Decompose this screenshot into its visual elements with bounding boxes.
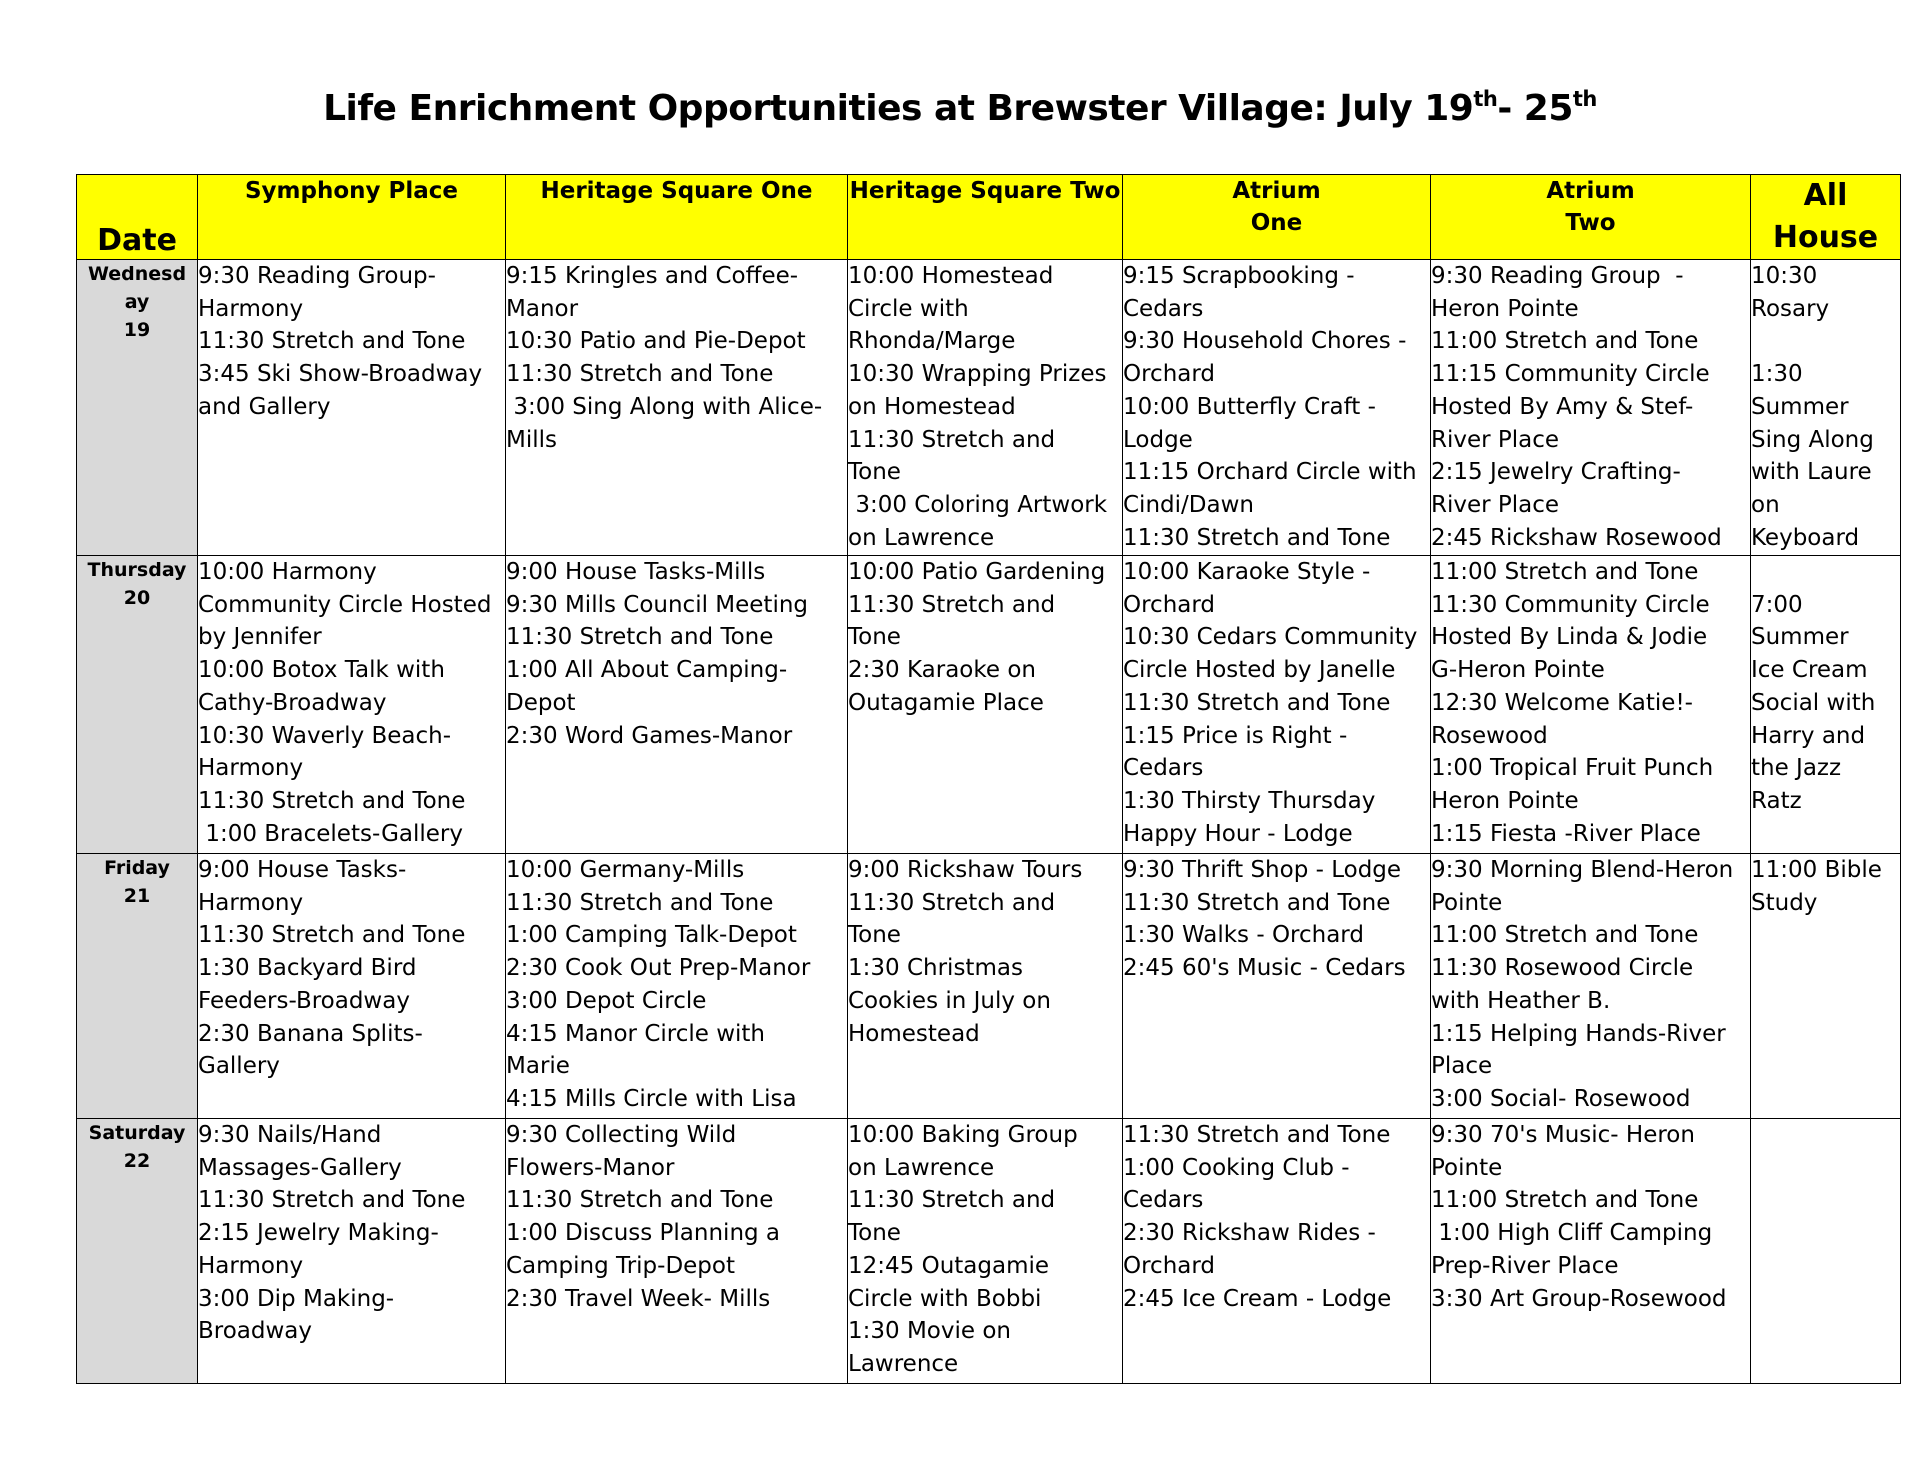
activity-line: 10:00 Baking Group	[848, 1122, 1078, 1148]
activity-line: 2:30 Travel Week- Mills	[506, 1285, 771, 1312]
day-label: Thursday	[87, 559, 187, 581]
activity-line: Heron Pointe	[1431, 787, 1579, 814]
header-row	[77, 175, 1901, 260]
heritage-square-one-cell	[506, 854, 848, 1119]
activity-line: Tone	[848, 1220, 901, 1247]
day-cell	[77, 556, 198, 854]
activity-line	[1751, 325, 1900, 358]
activity-line: 1:15 Fiesta -River Place	[1431, 820, 1701, 847]
activity-line: Depot	[506, 689, 576, 716]
atrium-one-cell	[1123, 260, 1431, 556]
activity-line: 10:00 Patio Gardening	[848, 559, 1106, 585]
activity-line: Lawrence	[848, 1350, 959, 1377]
activity-line: with Heather B.	[1431, 987, 1611, 1014]
activity-line: Orchard	[1123, 1252, 1216, 1279]
symphony-place-cell	[198, 1119, 506, 1384]
activity-line: 10:30	[1751, 263, 1818, 289]
activity-line: Summer	[1751, 393, 1849, 420]
activity-line: 9:00 Rickshaw Tours	[848, 857, 1083, 883]
heritage-square-two-cell	[848, 854, 1123, 1119]
header-atrium-one-line1: Atrium	[1232, 178, 1321, 204]
activity-line: 10:30 Waverly Beach-	[198, 722, 452, 749]
activity-line: 10:00 Homestead	[848, 263, 1054, 289]
activity-line: Tone	[848, 624, 901, 651]
day-cell	[77, 1119, 198, 1384]
atrium-two-cell	[1431, 1119, 1751, 1384]
activity-line: Tone	[848, 459, 901, 486]
activity-line: and Gallery	[198, 393, 331, 420]
activity-line: 1:30	[1751, 361, 1803, 388]
atrium-two-cell	[1431, 854, 1751, 1119]
all-house-cell	[1751, 556, 1901, 854]
activity-line: 9:30 Reading Group-	[198, 263, 436, 289]
day-label: ay	[124, 291, 150, 313]
activity-line: Cedars	[1123, 295, 1204, 322]
day-cell	[77, 260, 198, 556]
activity-line: 9:00 House Tasks-Mills	[506, 559, 766, 585]
header-atrium-one-line2: One	[1250, 210, 1303, 236]
activity-line: 1:30 Walks - Orchard	[1123, 922, 1364, 949]
activity-line: 11:30 Stretch and Tone	[1123, 524, 1391, 551]
activity-line: Camping Trip-Depot	[506, 1252, 736, 1279]
schedule-row	[77, 1119, 1901, 1384]
activity-line: 3:30 Art Group-Rosewood	[1431, 1285, 1727, 1312]
title-sup-end: th	[1572, 87, 1597, 111]
activity-line: 11:30 Stretch and Tone	[506, 624, 774, 651]
day-cell	[77, 854, 198, 1119]
activity-line: 9:30 Household Chores -	[1123, 328, 1407, 355]
activity-line: Happy Hour - Lodge	[1123, 820, 1353, 847]
activity-line: Keyboard	[1751, 524, 1860, 551]
header-atrium-two-line1: Atrium	[1546, 178, 1635, 204]
activity-line: 2:15 Jewelry Making-	[198, 1220, 439, 1247]
activity-line: 11:30 Community Circle	[1431, 591, 1710, 618]
activity-line: 1:30 Thirsty Thursday	[1123, 787, 1376, 814]
day-label: 19	[123, 319, 151, 341]
activity-line: 1:00 Discuss Planning a	[506, 1220, 781, 1247]
schedule-body	[77, 260, 1901, 1384]
activity-line: Pointe	[1431, 1154, 1503, 1181]
activity-line: 3:00 Dip Making-	[198, 1285, 395, 1312]
activity-line: River Place	[1431, 491, 1560, 518]
activity-line: on Lawrence	[848, 524, 995, 551]
activity-line: 11:30 Stretch and Tone	[506, 1187, 774, 1214]
activity-line: Circle Hosted by Janelle	[1123, 657, 1396, 684]
all-house-cell	[1751, 260, 1901, 556]
activity-line: 1:00 Bracelets-Gallery	[198, 820, 463, 847]
activity-line: Heron Pointe	[1431, 295, 1579, 322]
activity-line: Harmony	[198, 295, 304, 322]
symphony-place-cell	[198, 260, 506, 556]
activity-line: Social with	[1751, 689, 1876, 716]
activity-line: 1:00 Cooking Club -	[1123, 1154, 1350, 1181]
activity-line: Hosted By Linda & Jodie	[1431, 624, 1708, 651]
activity-line: Tone	[848, 922, 901, 949]
activity-line: 1:00 High Cliff Camping	[1431, 1220, 1713, 1247]
atrium-one-cell	[1123, 854, 1431, 1119]
activity-line: 10:00 Germany-Mills	[506, 857, 745, 883]
activity-line: 11:30 Stretch and	[848, 591, 1056, 618]
activity-line: 9:30 70's Music- Heron	[1431, 1122, 1695, 1148]
header-heritage-square-one: Heritage Square One	[506, 175, 848, 260]
activity-line: 11:30 Stretch and Tone	[1123, 889, 1391, 916]
activity-line: Rosary	[1751, 295, 1830, 322]
activity-line: 9:30 Mills Council Meeting	[506, 591, 809, 618]
activity-line: 2:30 Banana Splits-	[198, 1020, 423, 1047]
heritage-square-one-cell	[506, 556, 848, 854]
day-label: Saturday	[88, 1122, 186, 1144]
activity-line: 11:00 Bible	[1751, 857, 1882, 883]
activity-line: Harry and	[1751, 722, 1866, 749]
activity-line: Orchard	[1123, 591, 1216, 618]
activity-line: Ratz	[1751, 787, 1802, 814]
header-atrium-two	[1431, 175, 1751, 260]
day-label: 20	[123, 587, 151, 609]
activity-line: 2:45 Ice Cream - Lodge	[1123, 1285, 1392, 1312]
activity-line: 12:45 Outagamie	[848, 1252, 1050, 1279]
atrium-two-cell	[1431, 556, 1751, 854]
day-label: Wednesd	[87, 263, 187, 285]
activity-line: 10:30 Wrapping Prizes	[848, 361, 1107, 388]
activity-line: Homestead	[848, 1020, 980, 1047]
activity-line: 10:00 Harmony	[198, 559, 377, 585]
activity-line: 2:15 Jewelry Crafting-	[1431, 459, 1681, 486]
activity-line: 4:15 Manor Circle with	[506, 1020, 766, 1047]
activity-line: 9:15 Kringles and Coffee-	[506, 263, 799, 289]
activity-line: 9:30 Nails/Hand	[198, 1122, 382, 1148]
page-title	[0, 88, 1920, 129]
activity-line: 2:45 60's Music - Cedars	[1123, 955, 1406, 982]
activity-line: 1:15 Price is Right -	[1123, 722, 1348, 749]
activity-line: 11:00 Stretch and Tone	[1431, 328, 1699, 355]
activity-line: 11:30 Stretch and Tone	[198, 787, 466, 814]
atrium-two-cell	[1431, 260, 1751, 556]
activity-line: 2:30 Rickshaw Rides -	[1123, 1220, 1376, 1247]
activity-line: 1:30 Backyard Bird	[198, 955, 417, 982]
activity-line: Flowers-Manor	[506, 1154, 675, 1181]
activity-line: the Jazz	[1751, 755, 1842, 782]
activity-line: Broadway	[198, 1318, 313, 1345]
activity-line: 11:00 Stretch and Tone	[1431, 559, 1699, 585]
activity-line: 9:00 House Tasks-	[198, 857, 407, 883]
activity-line: 9:30 Morning Blend-Heron	[1431, 857, 1734, 883]
header-symphony-place: Symphony Place	[198, 175, 506, 260]
heritage-square-two-cell	[848, 556, 1123, 854]
activity-line: Prep-River Place	[1431, 1252, 1619, 1279]
activity-line: Community Circle Hosted	[198, 591, 492, 618]
activity-line: Ice Cream	[1751, 657, 1868, 684]
activity-line: 9:30 Thrift Shop - Lodge	[1123, 857, 1402, 883]
activity-line: Outagamie Place	[848, 689, 1044, 716]
activity-line: Orchard	[1123, 361, 1216, 388]
activity-line: with Laure	[1751, 459, 1872, 486]
activity-line: 2:45 Rickshaw Rosewood	[1431, 524, 1722, 551]
atrium-one-cell	[1123, 556, 1431, 854]
activity-line: Lodge	[1123, 426, 1193, 453]
activity-line: 1:30 Movie on	[848, 1318, 1011, 1345]
activity-line: Sing Along	[1751, 426, 1874, 453]
activity-line: Gallery	[198, 1053, 280, 1080]
activity-line: by Jennifer	[198, 624, 322, 651]
activity-line: 1:00 Tropical Fruit Punch	[1431, 755, 1714, 782]
all-house-cell	[1751, 854, 1901, 1119]
activity-line: 1:30 Christmas	[848, 955, 1023, 982]
activity-line: 11:30 Stretch and Tone	[506, 361, 774, 388]
activity-line: 11:15 Orchard Circle with	[1123, 459, 1417, 486]
schedule-row	[77, 854, 1901, 1119]
activity-line: 2:30 Cook Out Prep-Manor	[506, 955, 811, 982]
activity-line: 9:30 Collecting Wild	[506, 1122, 737, 1148]
activity-line: 1:00 Camping Talk-Depot	[506, 922, 797, 949]
activity-line: 9:30 Reading Group -	[1431, 263, 1684, 289]
activity-line: 11:30 Stretch and Tone	[1123, 689, 1391, 716]
atrium-one-cell	[1123, 1119, 1431, 1384]
activity-line: on	[1751, 491, 1780, 518]
activity-line: Cedars	[1123, 755, 1204, 782]
activity-line: 1:15 Helping Hands-River	[1431, 1020, 1726, 1047]
heritage-square-two-cell	[848, 1119, 1123, 1384]
activity-line: 1:00 All About Camping-	[506, 657, 788, 684]
activity-line: 10:30 Patio and Pie-Depot	[506, 328, 806, 355]
activity-line: Harmony	[198, 1252, 304, 1279]
activity-line: 2:30 Word Games-Manor	[506, 722, 793, 749]
schedule-row	[77, 260, 1901, 556]
activity-line: Summer	[1751, 624, 1849, 651]
activity-line: Circle with Bobbi	[848, 1285, 1042, 1312]
all-house-cell	[1751, 1119, 1901, 1384]
activity-line: 3:45 Ski Show-Broadway	[198, 361, 483, 388]
header-all-house-line2: House	[1772, 220, 1879, 255]
activity-line: River Place	[1431, 426, 1560, 453]
symphony-place-cell	[198, 854, 506, 1119]
header-all-house	[1751, 175, 1901, 260]
activity-line: 11:00 Stretch and Tone	[1431, 1187, 1699, 1214]
activity-line: Hosted By Amy & Stef-	[1431, 393, 1694, 420]
symphony-place-cell	[198, 556, 506, 854]
header-heritage-square-two: Heritage Square Two	[848, 175, 1123, 260]
day-label: Friday	[104, 857, 170, 879]
activity-line: 11:30 Stretch and	[848, 426, 1056, 453]
activity-line: 10:00 Botox Talk with	[198, 657, 445, 684]
title-main: Life Enrichment Opportunities at Brewster Village: July 19	[323, 88, 1474, 129]
activity-line: Mills	[506, 426, 557, 453]
title-mid: - 25	[1497, 88, 1573, 129]
activity-line: 2:30 Karaoke on	[848, 657, 1036, 684]
activity-line: Circle with	[848, 295, 969, 322]
activity-line: Cedars	[1123, 1187, 1204, 1214]
activity-line: Cathy-Broadway	[198, 689, 387, 716]
activity-line	[1751, 556, 1900, 589]
activity-line: 7:00	[1751, 591, 1803, 618]
activity-line: Place	[1431, 1053, 1493, 1080]
activity-line: 11:00 Stretch and Tone	[1431, 922, 1699, 949]
activity-line: 3:00 Social- Rosewood	[1431, 1085, 1691, 1112]
activity-line: 11:30 Stretch and Tone	[506, 889, 774, 916]
activity-line: 11:30 Stretch and Tone	[198, 922, 466, 949]
activity-line: Rhonda/Marge	[848, 328, 1016, 355]
day-label: 21	[123, 885, 151, 907]
day-label: 22	[123, 1150, 151, 1172]
header-date: Date	[77, 175, 198, 260]
header-atrium-one	[1123, 175, 1431, 260]
title-sup-start: th	[1473, 87, 1498, 111]
activity-line: 11:30 Stretch and	[848, 1187, 1056, 1214]
activity-line: 11:30 Stretch and Tone	[1123, 1122, 1391, 1148]
activity-line: Rosewood	[1431, 722, 1548, 749]
activity-line: 3:00 Coloring Artwork	[848, 491, 1108, 518]
activity-line: Feeders-Broadway	[198, 987, 410, 1014]
activity-line: 11:30 Stretch and Tone	[198, 1187, 466, 1214]
activity-line: Manor	[506, 295, 579, 322]
activity-line: 11:30 Stretch and	[848, 889, 1056, 916]
activity-line: on Homestead	[848, 393, 1016, 420]
activity-line: Massages-Gallery	[198, 1154, 402, 1181]
activity-line: Harmony	[198, 755, 304, 782]
activity-line: Harmony	[198, 889, 304, 916]
activity-line: 9:15 Scrapbooking -	[1123, 263, 1355, 289]
activity-line: 10:30 Cedars Community	[1123, 624, 1418, 651]
activity-line: 3:00 Sing Along with Alice-	[506, 393, 823, 420]
activity-line: 3:00 Depot Circle	[506, 987, 707, 1014]
heritage-square-one-cell	[506, 260, 848, 556]
activity-line: 11:30 Stretch and Tone	[198, 328, 466, 355]
header-atrium-two-line2: Two	[1565, 210, 1616, 236]
activity-line: Pointe	[1431, 889, 1503, 916]
heritage-square-one-cell	[506, 1119, 848, 1384]
activity-line: 11:15 Community Circle	[1431, 361, 1710, 388]
activity-line: Cindi/Dawn	[1123, 491, 1254, 518]
schedule-table	[76, 174, 1901, 1384]
activity-line: 4:15 Mills Circle with Lisa	[506, 1085, 797, 1112]
activity-line: 11:30 Rosewood Circle	[1431, 955, 1694, 982]
activity-line: G-Heron Pointe	[1431, 657, 1605, 684]
activity-line: 12:30 Welcome Katie!-	[1431, 689, 1693, 716]
activity-line: 10:00 Butterfly Craft -	[1123, 393, 1376, 420]
header-all-house-line1: All	[1803, 178, 1848, 213]
heritage-square-two-cell	[848, 260, 1123, 556]
activity-line: Cookies in July on	[848, 987, 1051, 1014]
activity-line: Study	[1751, 889, 1818, 916]
activity-line: Marie	[506, 1053, 570, 1080]
activity-line: on Lawrence	[848, 1154, 995, 1181]
activity-line: 10:00 Karaoke Style -	[1123, 559, 1371, 585]
schedule-row	[77, 556, 1901, 854]
